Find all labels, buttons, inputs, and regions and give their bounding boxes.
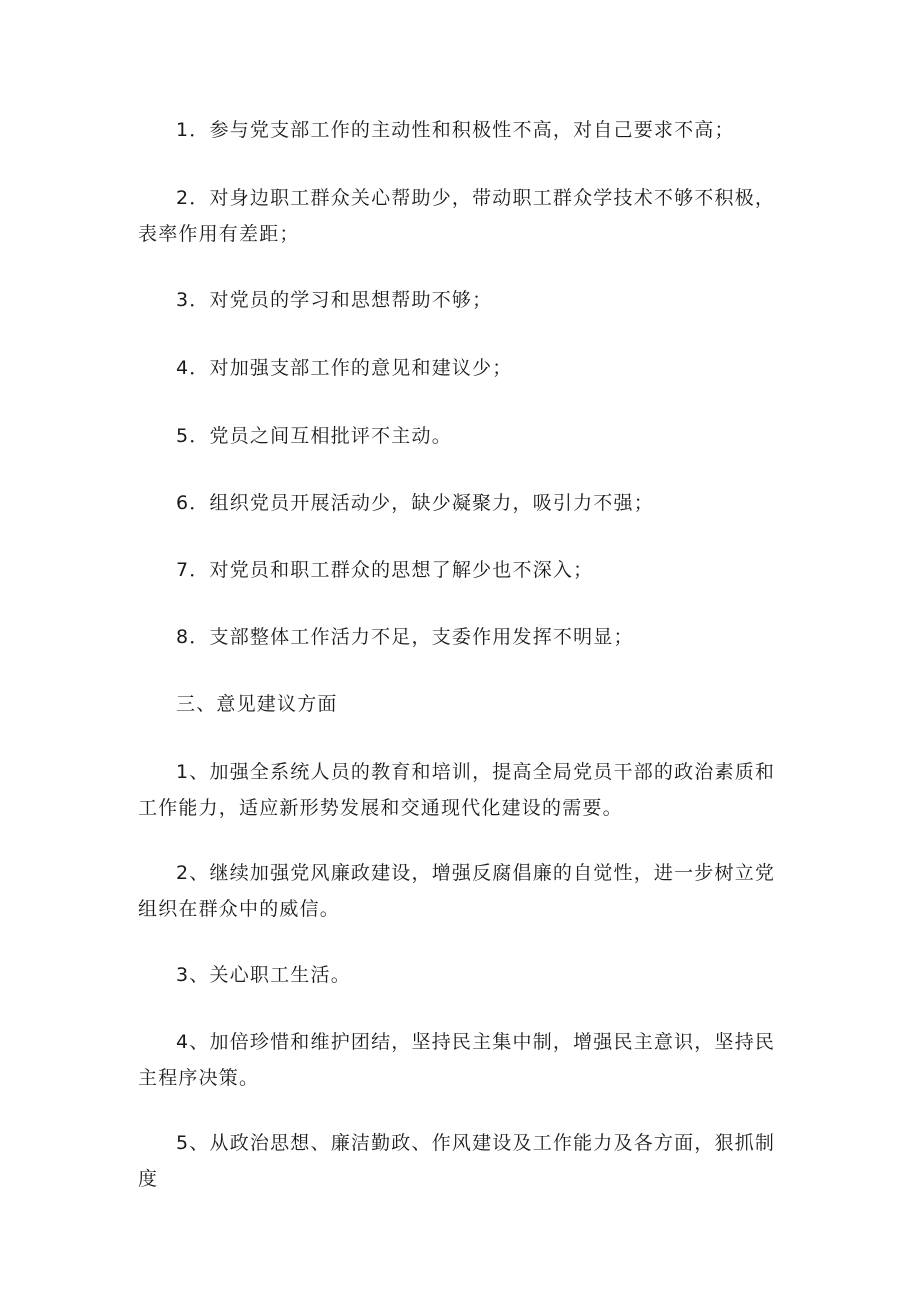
problem-item-4: 4．对加强支部工作的意见和建议少； — [176, 357, 513, 379]
problem-item-6: 6．组织党员开展活动少，缺少凝聚力，吸引力不强； — [176, 492, 654, 514]
problem-item-2: 2．对身边职工群众关心帮助少，带动职工群众学技术不够不积极，表率作用有差距； — [138, 187, 776, 245]
suggestion-item-4: 4、加倍珍惜和维护团结，坚持民主集中制，增强民主意识，坚持民主程序决策。 — [138, 1031, 776, 1089]
problem-item-3: 3．对党员的学习和思想帮助不够； — [176, 289, 493, 311]
problem-item-7: 7．对党员和职工群众的思想了解少也不深入； — [176, 559, 594, 581]
problem-item-1: 1．参与党支部工作的主动性和积极性不高，对自己要求不高； — [176, 119, 735, 141]
problem-item-8: 8．支部整体工作活力不足，支委作用发挥不明显； — [176, 626, 634, 648]
suggestion-item-5: 5、从政治思想、廉洁勤政、作风建设及工作能力及各方面，狠抓制度 — [138, 1132, 776, 1190]
section-heading: 三、意见建议方面 — [176, 693, 338, 715]
suggestion-item-2: 2、继续加强党风廉政建设，增强反腐倡廉的自觉性，进一步树立党组织在群众中的威信。 — [138, 862, 776, 920]
problem-item-5: 5．党员之间互相批评不主动。 — [176, 425, 452, 447]
suggestion-item-3: 3、关心职工生活。 — [176, 964, 351, 986]
suggestion-item-1: 1、加强全系统人员的教育和培训，提高全局党员干部的政治素质和工作能力，适应新形势发展和交通现代化建设的需要。 — [138, 761, 776, 819]
